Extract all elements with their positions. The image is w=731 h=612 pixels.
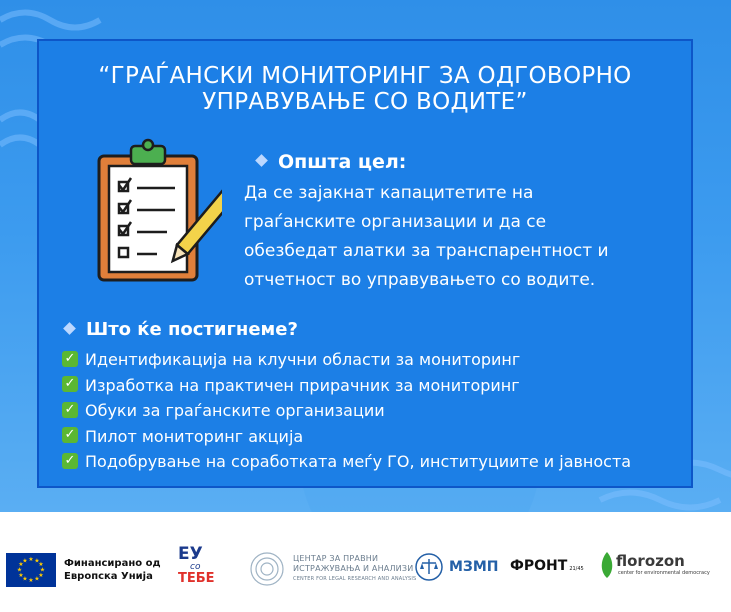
check-icon: ✓ xyxy=(62,351,78,367)
eu-so-tebe-logo xyxy=(178,546,215,585)
front-logo-sub: 21/45 xyxy=(569,566,584,572)
check-icon: ✓ xyxy=(62,453,78,469)
svg-text:★: ★ xyxy=(18,572,24,579)
svg-text:★: ★ xyxy=(22,575,28,583)
goal-text xyxy=(244,179,664,295)
funded-line-2: Европска Унија xyxy=(64,571,153,582)
eu-flag-icon xyxy=(6,553,56,587)
florozon-logo-text: florozon xyxy=(616,552,685,570)
list-item-text: Изработка на практичен прирачник за мониторинг xyxy=(85,375,520,395)
mzmp-scales-icon xyxy=(414,552,444,582)
funded-line-1: Финансирано од xyxy=(64,558,161,569)
center-line-1: ЦЕНТАР ЗА ПРАВНИ xyxy=(293,554,379,563)
clipboard-checklist-icon xyxy=(97,138,222,283)
list-item-text: Идентификација на клучни области за мониторинг xyxy=(85,350,521,369)
check-icon: ✓ xyxy=(62,402,78,418)
front-logo-text: ФРОНТ xyxy=(510,558,568,574)
list-item xyxy=(62,398,631,424)
check-icon: ✓ xyxy=(62,427,78,443)
check-icon: ✓ xyxy=(62,376,78,392)
goal-line: отчетност во управувањето со водите. xyxy=(244,270,596,290)
goal-line: граѓанските организации и да се xyxy=(244,212,547,232)
legal-center-text xyxy=(293,554,416,584)
title-line-2: УПРАВУВАЊЕ СО ВОДИТЕ” xyxy=(202,89,528,115)
list-item xyxy=(62,373,631,399)
list-item-text: Подобрување на соработката меѓу ГО, институциите и јавноста xyxy=(85,452,632,471)
svg-text:★: ★ xyxy=(28,556,34,563)
florozon-leaf-icon xyxy=(598,550,616,580)
list-item-text: Обуки за граѓанските организации xyxy=(85,401,385,420)
partner-footer xyxy=(0,512,731,612)
goal-heading xyxy=(257,151,406,173)
svg-text:★: ★ xyxy=(38,572,44,579)
mzmp-logo-text: МЗМП xyxy=(449,559,499,575)
list-item xyxy=(62,424,631,450)
florozon-logo-sub: center for environmental democracy xyxy=(618,570,710,576)
diamond-bullet-icon xyxy=(63,322,76,335)
svg-text:★: ★ xyxy=(39,566,46,574)
funded-by-eu-text xyxy=(64,557,161,583)
goal-line: Да се зајакнат капацитетите на xyxy=(244,183,534,203)
legal-center-emblem-icon xyxy=(248,550,286,588)
title-line-1: “ГРАЃАНСКИ МОНИТОРИНГ ЗА ОДГОВОРНО xyxy=(98,63,632,89)
achievements-list xyxy=(62,347,631,475)
svg-text:★: ★ xyxy=(18,561,24,568)
svg-text:★: ★ xyxy=(28,577,34,584)
front-logo xyxy=(510,558,584,574)
goal-line: обезбедат алатки за транспарентност и xyxy=(244,241,609,261)
achievements-heading xyxy=(65,319,298,340)
svg-text:★: ★ xyxy=(34,575,40,583)
eu-logo-top: ЕУ xyxy=(178,544,203,564)
center-line-3: CENTER FOR LEGAL RESEARCH AND ANALYSIS xyxy=(293,576,417,582)
eu-logo-mid: со xyxy=(190,562,201,572)
eu-logo-bottom: ТЕБЕ xyxy=(178,571,215,586)
goal-heading-text: Општа цел: xyxy=(278,151,407,173)
svg-text:★: ★ xyxy=(16,566,23,574)
center-line-2: ИСТРАЖУВАЊА И АНАЛИЗИ xyxy=(293,564,414,573)
page-title xyxy=(39,63,691,115)
svg-text:★: ★ xyxy=(22,557,28,565)
list-item-text: Пилот мониторинг акција xyxy=(85,426,304,446)
content-panel xyxy=(37,39,693,488)
diamond-bullet-icon xyxy=(255,154,268,167)
achievements-heading-text: Што ќе постигнеме? xyxy=(86,319,298,340)
svg-text:★: ★ xyxy=(38,561,44,568)
list-item xyxy=(62,449,631,475)
svg-text:★: ★ xyxy=(34,557,40,565)
list-item xyxy=(62,347,631,373)
